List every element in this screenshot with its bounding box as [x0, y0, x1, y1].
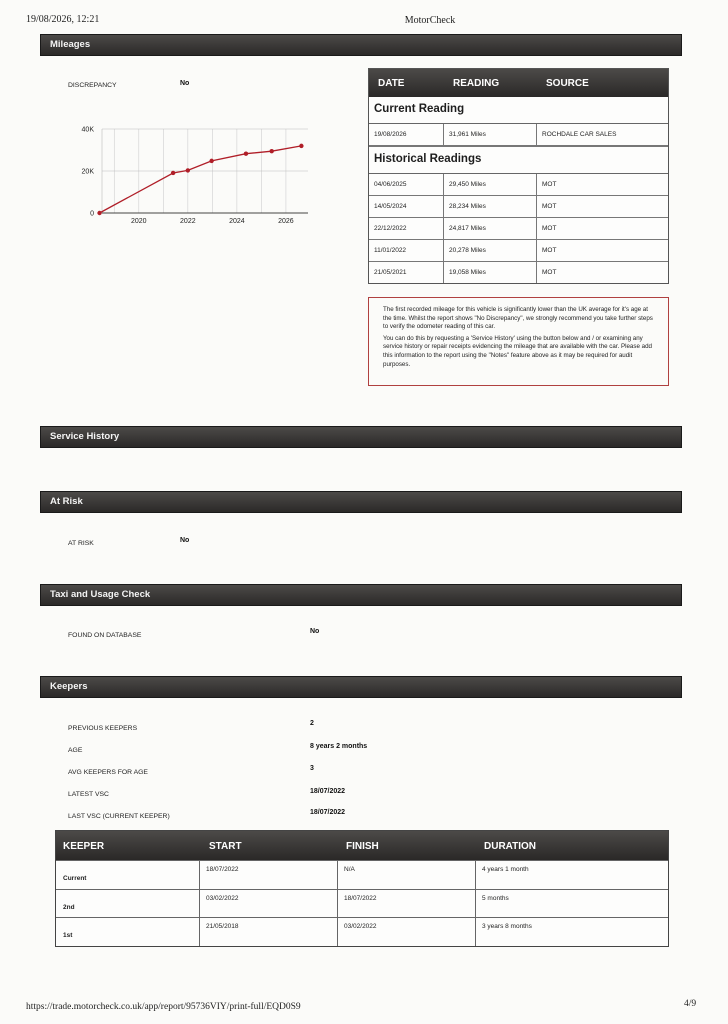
chart-grid [102, 129, 308, 213]
table-row [369, 124, 668, 146]
note-paragraph: You can do this by requesting a 'Service History' using the button below and / or examining any service history or repair receipts evidencing the mileage that are available with the car. Please add this information to the report using the "Notes" feature above as it may be required for audit purposes. [383, 334, 652, 368]
row-date: 04/06/2025 [374, 181, 407, 188]
row-source: MOT [542, 247, 557, 254]
keeper-duration: 4 years 1 month [482, 866, 529, 873]
chart-point [209, 159, 213, 163]
row-reading: 24,817 Miles [449, 225, 486, 232]
row-source: ROCHDALE CAR SALES [542, 131, 617, 138]
section-bar-at-risk: At Risk [40, 491, 682, 513]
table-row [369, 174, 668, 196]
chart-y-tick-label: 20K [81, 168, 94, 176]
mileage-warning-note [368, 297, 669, 386]
mileage-chart [60, 118, 322, 230]
row-date: 11/01/2022 [374, 247, 407, 254]
keeper-info-label: AGE [68, 747, 83, 754]
row-reading: 31,961 Miles [449, 131, 486, 138]
keepers-table [55, 830, 669, 947]
col-duration: DURATION [484, 841, 537, 852]
keepers-table-header [56, 831, 668, 860]
section-bar-keepers: Keepers [40, 676, 682, 698]
keeper-start: 03/02/2022 [206, 894, 239, 902]
keeper-finish: 03/02/2022 [344, 923, 377, 930]
table-row [56, 889, 668, 918]
chart-point [171, 171, 175, 175]
keeper-start: 21/05/2018 [206, 923, 239, 930]
print-datetime: 19/08/2026, 12:21 [26, 14, 100, 25]
current-reading-heading: Current Reading [369, 97, 668, 124]
chart-x-tick-label: 2022 [180, 218, 196, 225]
mileage-table [368, 68, 669, 284]
keeper-name: 1st [63, 932, 73, 939]
table-row [56, 917, 668, 946]
keeper-info-value: 8 years 2 months [310, 743, 368, 750]
found-on-database-value: No [310, 628, 320, 635]
chart-series-line [100, 146, 302, 213]
historical-readings-heading: Historical Readings [369, 146, 668, 174]
chart-point [270, 149, 274, 153]
keeper-duration: 3 years 8 months [482, 923, 532, 930]
col-start: START [209, 841, 242, 852]
keeper-name: 2nd [63, 903, 75, 911]
section-bar-mileages: Mileages [40, 34, 682, 56]
row-source: MOT [542, 203, 557, 210]
chart-point [97, 211, 101, 215]
page-number: 4/9 [684, 999, 697, 1009]
row-reading: 20,278 Miles [449, 247, 486, 254]
section-bar-taxi-usage: Taxi and Usage Check [40, 584, 682, 606]
keeper-info-label: LAST VSC (CURRENT KEEPER) [68, 813, 170, 820]
found-on-database-label: FOUND ON DATABASE [68, 632, 142, 639]
at-risk-value: No [180, 537, 190, 544]
chart-x-tick-label: 2024 [229, 218, 245, 225]
row-reading: 19,058 Miles [449, 269, 486, 276]
row-source: MOT [542, 225, 557, 232]
keeper-start: 18/07/2022 [206, 866, 239, 873]
keeper-info-value: 18/07/2022 [310, 788, 346, 795]
keeper-info-label: PREVIOUS KEEPERS [68, 725, 138, 732]
row-date: 14/05/2024 [374, 203, 407, 210]
table-row [56, 860, 668, 889]
row-reading: 29,450 Miles [449, 181, 486, 188]
keeper-info-value: 2 [310, 720, 314, 727]
keeper-duration: 5 months [482, 894, 509, 902]
row-date: 22/12/2022 [374, 225, 407, 232]
table-row [369, 196, 668, 218]
print-site-title: MotorCheck [404, 15, 456, 26]
footer-url: https://trade.motorcheck.co.uk/app/report/95736VIY/print-full/EQD0S9 [26, 1002, 301, 1012]
keeper-info-label: AVG KEEPERS FOR AGE [68, 769, 148, 776]
chart-x-tick-label: 2020 [130, 218, 147, 225]
row-date: 21/05/2021 [374, 269, 407, 276]
discrepancy-value: No [180, 80, 190, 87]
mileage-table-header [369, 69, 668, 97]
discrepancy-label: DISCREPANCY [68, 82, 117, 89]
chart-y-tick-label: 0 [90, 210, 94, 218]
note-paragraph: The first recorded mileage for this vehicle is significantly lower than the UK average for it's age at the time. Whilst the report shows "No Discrepancy", we strongly recommend you take further steps to verify the odometer reading of this car. [383, 306, 653, 331]
row-source: MOT [542, 269, 557, 276]
chart-point [244, 152, 248, 156]
keeper-finish: 18/07/2022 [344, 894, 377, 902]
table-row [369, 240, 668, 262]
section-bar-service-history: Service History [40, 426, 682, 448]
col-keeper: KEEPER [63, 841, 105, 852]
chart-points [97, 144, 303, 216]
chart-point [299, 144, 303, 148]
row-reading: 28,234 Miles [449, 203, 486, 210]
col-reading: READING [453, 78, 500, 89]
chart-point [186, 168, 190, 172]
table-row [369, 218, 668, 240]
row-date: 19/08/2026 [374, 131, 407, 138]
keeper-finish: N/A [344, 866, 355, 873]
at-risk-label: AT RISK [68, 540, 94, 547]
row-source: MOT [542, 181, 557, 188]
chart-x-tick-label: 2026 [278, 218, 294, 225]
keeper-info-value: 3 [310, 765, 314, 772]
keeper-info-value: 18/07/2022 [310, 809, 346, 816]
chart-y-tick-label: 40K [81, 126, 94, 134]
table-row [369, 262, 668, 283]
col-finish: FINISH [346, 841, 379, 852]
keeper-name: Current [63, 875, 87, 882]
keeper-info-label: LATEST VSC [68, 791, 109, 798]
col-date: DATE [378, 78, 405, 89]
col-source: SOURCE [546, 78, 589, 89]
